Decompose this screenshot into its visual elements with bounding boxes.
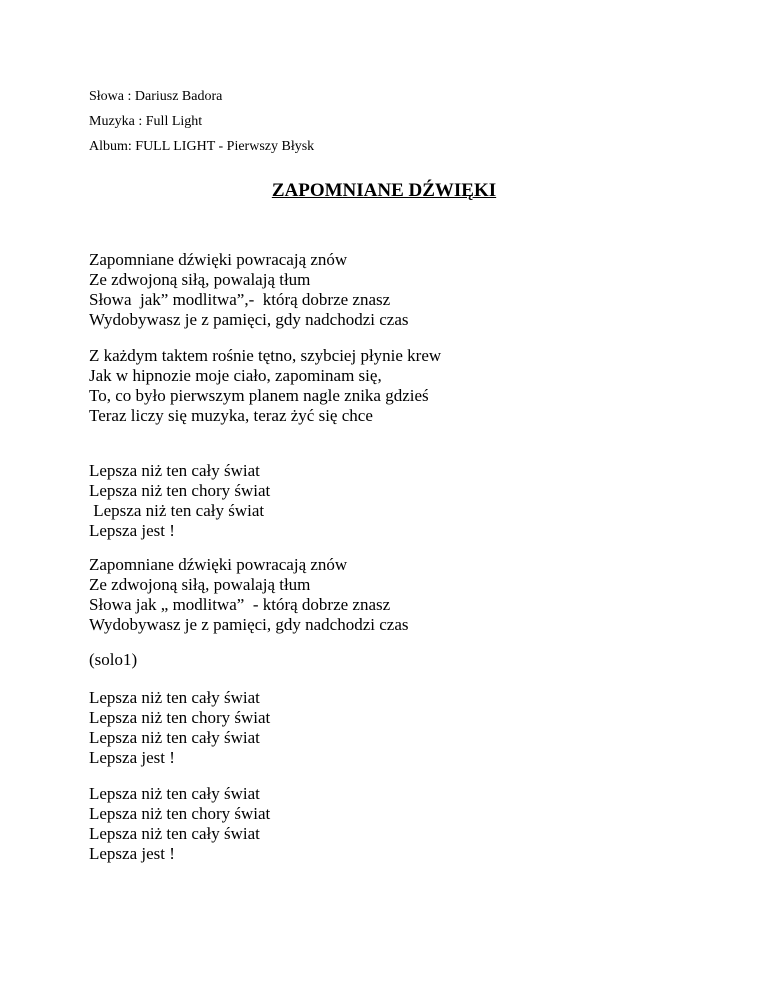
lyric-line: Z każdym taktem rośnie tętno, szybciej płynie krew [89,346,442,365]
lyric-line: Słowa jak „ modlitwa” - którą dobrze znasz [89,595,391,614]
lyric-line: Lepsza jest ! [89,521,175,540]
lyric-line: Jak w hipnozie moje ciało, zapominam się, [89,366,382,385]
lyric-line: Lepsza niż ten cały świat [89,728,260,747]
lyric-line: Lepsza niż ten chory świat [89,481,271,500]
lyric-line: To, co było pierwszym planem nagle znika gdzieś [89,386,429,405]
stanza-verse-3 [89,555,409,635]
lyric-line: Lepsza niż ten cały świat [89,688,260,707]
lyric-line: Lepsza niż ten cały świat [89,824,260,843]
lyric-line: Lepsza niż ten cały świat [89,784,260,803]
lyric-line: Lepsza niż ten chory świat [89,708,271,727]
lyric-line: Lepsza jest ! [89,844,175,863]
lyric-line: Ze zdwojoną siłą, powalają tłum [89,575,311,594]
stanza-chorus-1 [89,461,270,541]
lyric-line: Lepsza jest ! [89,748,175,767]
lyric-line: Zapomniane dźwięki powracają znów [89,555,348,574]
song-title: ZAPOMNIANE DŹWIĘKI [271,180,497,201]
lyric-line: Lepsza niż ten chory świat [89,804,271,823]
song-metadata [89,84,314,159]
lyric-line: Słowa jak” modlitwa”,- którą dobrze znasz [89,290,391,309]
music-author: Muzyka : Full Light [89,114,203,129]
stanza-verse-2 [89,346,441,426]
stanza-solo [89,650,137,670]
lyric-line: Lepsza niż ten cały świat [89,461,260,480]
stanza-chorus-3 [89,784,270,864]
lyric-line: Wydobywasz je z pamięci, gdy nadchodzi czas [89,310,409,329]
lyric-line: Lepsza niż ten cały świat [89,501,265,520]
lyric-line: Zapomniane dźwięki powracają znów [89,250,348,269]
stanza-chorus-2 [89,688,270,768]
lyric-line: (solo1) [89,650,138,669]
lyrics-author: Słowa : Dariusz Badora [89,89,223,104]
album-info: Album: FULL LIGHT - Pierwszy Błysk [89,139,315,154]
lyric-line: Teraz liczy się muzyka, teraz żyć się chce [89,406,373,425]
lyric-line: Wydobywasz je z pamięci, gdy nadchodzi czas [89,615,409,634]
lyric-line: Ze zdwojoną siłą, powalają tłum [89,270,311,289]
stanza-verse-1 [89,250,409,330]
